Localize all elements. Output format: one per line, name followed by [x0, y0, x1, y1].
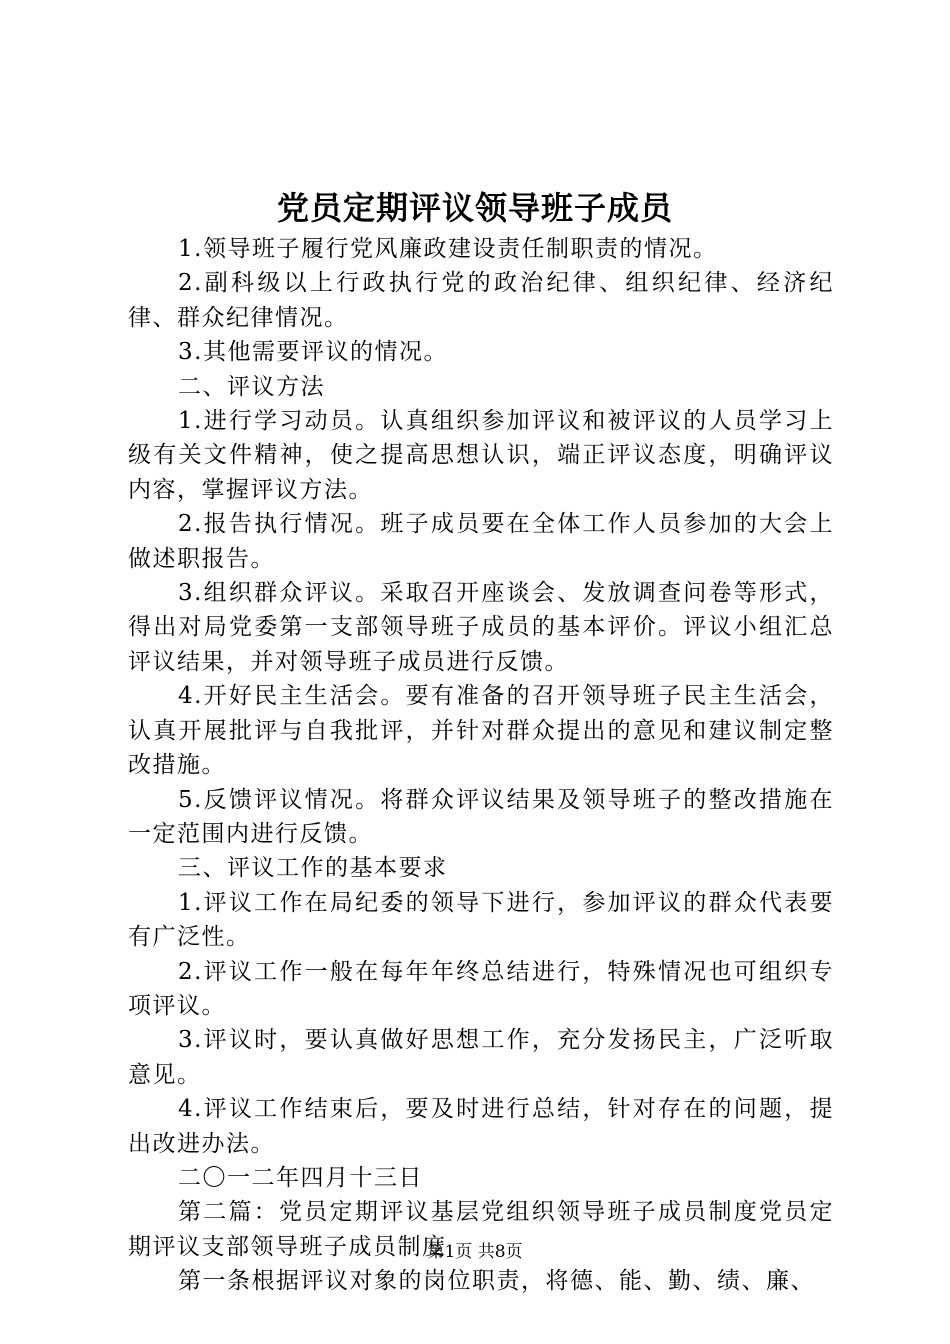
paragraph: 1.评议工作在局纪委的领导下进行，参加评议的群众代表要有广泛性。 — [128, 889, 834, 951]
paragraph: 2.报告执行情况。班子成员要在全体工作人员参加的大会上做述职报告。 — [128, 511, 834, 572]
date-line: 二〇一二年四月十三日 — [178, 1164, 423, 1191]
paragraph: 1.进行学习动员。认真组织参加评议和被评议的人员学习上级有关文件精神，使之提高思想认识，端正评议态度，明确评议内容，掌握评议方法。 — [128, 408, 834, 503]
section-heading: 三、评议工作的基本要求 — [178, 855, 448, 882]
paragraph: 第一条根据评议对象的岗位职责，将德、能、勤、绩、廉、 — [178, 1268, 815, 1295]
paragraph: 4.开好民主生活会。要有准备的召开领导班子民主生活会，认真开展批评与自我批评，并针对群众提出的意见和建议制定整改措施。 — [128, 683, 834, 779]
document-title: 党员定期评议领导班子成员 — [276, 189, 673, 227]
paragraph: 5.反馈评议情况。将群众评议结果及领导班子的整改措施在一定范围内进行反馈。 — [128, 786, 834, 847]
paragraph: 3.组织群众评议。采取召开座谈会、发放调查问卷等形式，得出对局党委第一支部领导班子成员的基本评价。评议小组汇总评议结果，并对领导班子成员进行反馈。 — [128, 580, 834, 675]
paragraph: 4.评议工作结束后，要及时进行总结，针对存在的问题，提出改进办法。 — [128, 1096, 834, 1157]
page-number-footer: 第1页 共8页 — [427, 1242, 523, 1262]
paragraph: 3.其他需要评议的情况。 — [178, 339, 448, 366]
paragraph: 3.评议时，要认真做好思想工作，充分发扬民主，广泛听取意见。 — [128, 1027, 834, 1088]
document-body — [128, 232, 834, 1299]
paragraph: 2.评议工作一般在每年年终总结进行，特殊情况也可组织专项评议。 — [128, 958, 834, 1019]
paragraph: 1.领导班子履行党风廉政建设责任制职责的情况。 — [178, 236, 718, 262]
paragraph: 第二篇：党员定期评议基层党组织领导班子成员制度党员定期评议支部领导班子成员制度 — [128, 1199, 834, 1260]
paragraph: 2.副科级以上行政执行党的政治纪律、组织纪律、经济纪律、群众纪律情况。 — [128, 270, 834, 331]
section-heading: 二、评议方法 — [178, 373, 325, 400]
